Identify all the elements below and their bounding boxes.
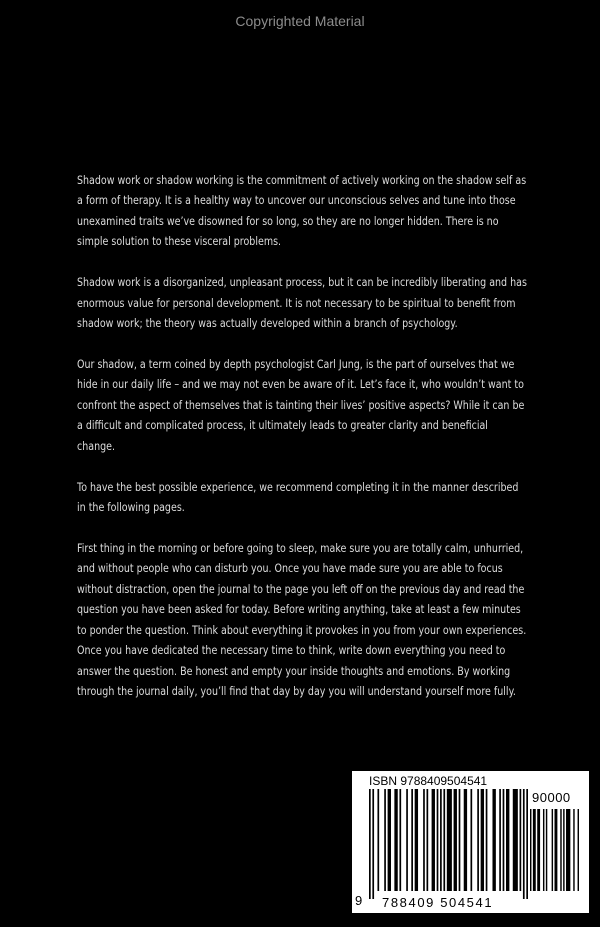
paragraph: Shadow work is a disorganized, unpleasant process, but it can be incredibly liberating and has enormous value for personal development. It is not necessary to be spiritual to benefit from shadow work; the theory was actually developed within a branch of psychology. [77, 275, 527, 331]
addon-digits: 90000 [532, 790, 571, 805]
paragraph: First thing in the morning or before going to sleep, make sure you are totally calm, unhurried, and without people who can disturb you. Once you have made sure you are able to focus without distraction, open the journal to the page you left off on the previous day and read the question you have been asked for today. Before writing anything, take at least a few minutes to ponder the question. Think about everything it provokes in you from your own experiences. Once you have dedicated the necessary time to think, write down everything you need to answer the question. Be honest and empty your inside thoughts and emotions. By working through the journal daily, you’ll find that day by day you will understand yourself more fully. [77, 541, 527, 698]
paragraph: Our shadow, a term coined by depth psychologist Carl Jung, is the part of ourselves that we hide in our daily life – and we may not even be aware of it. Let’s face it, who wouldn’t want to confront the aspect of themselves that is tainting their lives’ positive aspects? While it can be a difficult and complicated process, it ultimately leads to greater clarity and beneficial change. [77, 357, 525, 453]
barcode-bars-icon [369, 789, 528, 899]
paragraph: Shadow work or shadow working is the commitment of actively working on the shadow self as a form of therapy. It is a healthy way to uncover our unconscious selves and tune into those unexamined traits we’ve disowned for so long, so they are no longer hidden. There is no simple solution to these visceral problems. [77, 173, 527, 249]
barcode-first-digit: 9 [355, 893, 363, 908]
paragraph: To have the best possible experience, we recommend completing it in the manner described in the following pages. [77, 479, 519, 515]
barcode-main-digits: 788409 504541 [382, 895, 494, 910]
back-cover-text [77, 170, 529, 722]
copyright-watermark: Copyrighted Material [235, 13, 365, 29]
isbn-label: ISBN 9788409504541 [369, 774, 488, 788]
addon-barcode-bars-icon [530, 809, 579, 899]
isbn-barcode [352, 771, 589, 913]
